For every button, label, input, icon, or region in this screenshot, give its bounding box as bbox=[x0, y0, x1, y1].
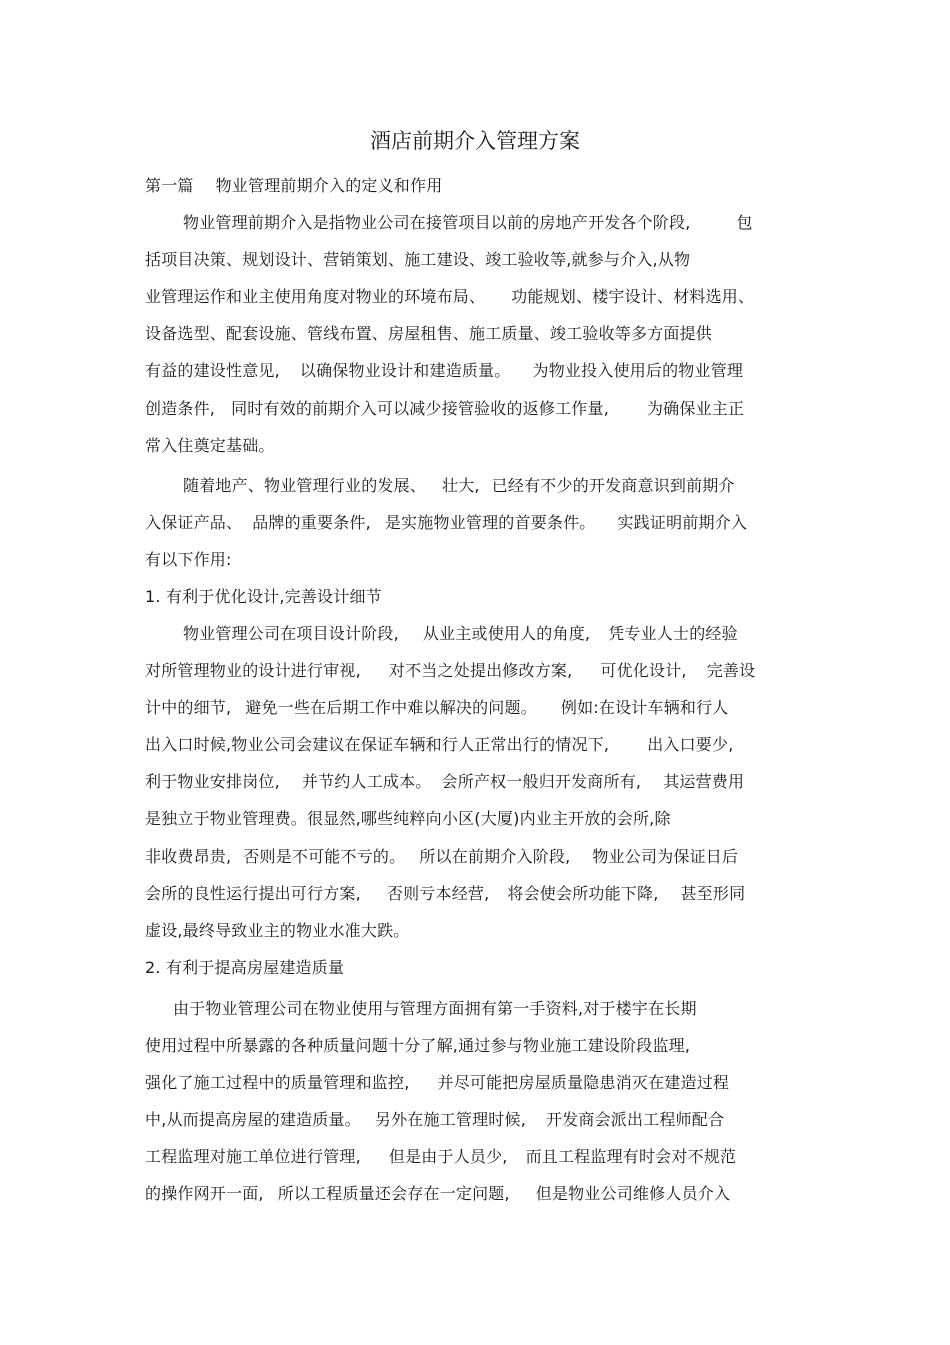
text-segment: 工程监理对施工单位进行管理, bbox=[145, 1147, 361, 1166]
text-segment: 甚至形同 bbox=[680, 884, 746, 903]
text-segment: 所以工程质量还会存在一定问题, bbox=[277, 1184, 510, 1203]
text-segment: 业管理运作和业主使用角度对物业的环境布局、 bbox=[145, 287, 486, 306]
text-segment: 否则亏本经营, bbox=[386, 884, 490, 903]
paragraph-line bbox=[145, 360, 743, 382]
paragraph-line bbox=[145, 286, 754, 308]
text-segment: 会所产权一般归开发商所有, bbox=[441, 772, 642, 791]
paragraph-line bbox=[183, 623, 738, 645]
paragraph-line bbox=[145, 846, 738, 868]
text-segment: 有以下作用: bbox=[145, 550, 232, 569]
text-segment: 的操作网开一面, bbox=[145, 1184, 264, 1203]
text-segment: 计中的细节, bbox=[145, 698, 232, 717]
text-segment: 以确保物业设计和建造质量。 bbox=[299, 361, 511, 380]
text-segment: 对不当之处提出修改方案, bbox=[388, 661, 573, 680]
text-segment: 创造条件, bbox=[145, 399, 216, 418]
paragraph-line bbox=[173, 998, 697, 1020]
paragraph-line bbox=[145, 1072, 729, 1094]
text-segment: 入保证产品、 bbox=[145, 513, 243, 532]
text-segment: 物业管理前期介入的定义和作用 bbox=[215, 176, 443, 195]
text-segment: 常入住奠定基础。 bbox=[145, 436, 275, 455]
text-segment: 功能规划、楼宇设计、材料选用、 bbox=[511, 287, 755, 306]
paragraph-line bbox=[145, 175, 442, 197]
text-segment: 括项目决策、规划设计、营销策划、施工建设、竣工验收等,就参与介入,从物 bbox=[145, 250, 691, 269]
text-segment: 第一篇 bbox=[145, 176, 194, 195]
text-segment: 已经有不少的开发商意识到前期介 bbox=[491, 476, 735, 495]
text-segment: 同时有效的前期介入可以减少接管验收的返修工作量, bbox=[231, 399, 609, 418]
text-segment: 出入口时候,物业公司会建议在保证车辆和行人正常出行的情况下, bbox=[145, 735, 610, 754]
text-segment: 避免一些在后期工作中难以解决的问题。 bbox=[245, 698, 537, 717]
text-segment: 为确保业主正 bbox=[646, 399, 745, 418]
text-segment: 而且工程监理有时会对不规范 bbox=[525, 1147, 737, 1166]
text-segment: 非收费昂贵, bbox=[145, 847, 232, 866]
text-segment: 是实施物业管理的首要条件。 bbox=[384, 513, 596, 532]
text-segment: 例如:在设计车辆和行人 bbox=[560, 698, 729, 717]
text-segment: 从业主或使用人的角度, bbox=[422, 624, 591, 643]
paragraph-line bbox=[145, 920, 410, 942]
paragraph-line bbox=[145, 660, 755, 682]
text-segment: 对所管理物业的设计进行审视, bbox=[145, 661, 361, 680]
paragraph-line bbox=[145, 957, 344, 979]
paragraph-line bbox=[145, 883, 745, 905]
text-segment: 但是由于人员少, bbox=[388, 1147, 508, 1166]
text-segment: 凭专业人士的经验 bbox=[608, 624, 738, 643]
text-segment: 实践证明前期介入 bbox=[617, 513, 748, 532]
text-segment: 完善设 bbox=[706, 661, 756, 680]
paragraph-line bbox=[183, 212, 753, 234]
text-segment: 为物业投入使用后的物业管理 bbox=[532, 361, 744, 380]
paragraph-line bbox=[145, 1035, 690, 1057]
paragraph-line bbox=[145, 549, 232, 571]
text-segment: 虚设,最终导致业主的物业水准大跌。 bbox=[145, 921, 410, 940]
text-segment: 随着地产、物业管理行业的发展、 bbox=[183, 476, 427, 495]
text-segment: 会所的良性运行提出可行方案, bbox=[145, 884, 361, 903]
paragraph-line bbox=[145, 734, 733, 756]
text-segment: 并节约人工成本。 bbox=[301, 772, 432, 791]
text-segment: 中,从而提高房屋的建造质量。 bbox=[145, 1110, 361, 1129]
paragraph-line bbox=[145, 249, 690, 271]
paragraph-line bbox=[145, 1183, 730, 1205]
paragraph-line bbox=[145, 1146, 736, 1168]
text-segment: 设备选型、配套设施、管线布置、房屋租售、施工质量、竣工验收等多方面提供 bbox=[145, 324, 713, 343]
text-segment: 强化了施工过程中的质量管理和监控, bbox=[145, 1073, 410, 1092]
text-segment: 利于物业安排岗位, bbox=[145, 772, 280, 791]
paragraph-line bbox=[145, 808, 671, 830]
paragraph-line bbox=[145, 771, 744, 793]
text-segment: 1. 有利于优化设计,完善设计细节 bbox=[145, 587, 382, 606]
text-segment: 物业管理前期介入是指物业公司在接管项目以前的房地产开发各个阶段, bbox=[183, 213, 691, 232]
paragraph-line bbox=[145, 512, 747, 534]
text-segment: 由于物业管理公司在物业使用与管理方面拥有第一手资料,对于楼宇在长期 bbox=[173, 999, 697, 1018]
paragraph-line bbox=[145, 697, 729, 719]
text-segment: 其运营费用 bbox=[663, 772, 745, 791]
text-segment: 品牌的重要条件, bbox=[252, 513, 371, 532]
paragraph-line bbox=[183, 475, 735, 497]
paragraph-line bbox=[145, 1109, 724, 1131]
text-segment: 出入口要少, bbox=[647, 735, 734, 754]
text-segment: 2. 有利于提高房屋建造质量 bbox=[145, 958, 345, 977]
text-segment: 使用过程中所暴露的各种质量问题十分了解,通过参与物业施工建设阶段监理, bbox=[145, 1036, 691, 1055]
text-segment: 物业管理公司在项目设计阶段, bbox=[183, 624, 399, 643]
text-segment: 物业公司为保证日后 bbox=[592, 847, 739, 866]
text-segment: 但是物业公司维修人员介入 bbox=[535, 1184, 731, 1203]
paragraph-line bbox=[145, 323, 712, 345]
paragraph-line bbox=[145, 398, 744, 420]
text-segment: 有益的建设性意见, bbox=[145, 361, 280, 380]
text-segment: 所以在前期介入阶段, bbox=[419, 847, 571, 866]
paragraph-line bbox=[145, 435, 275, 457]
text-segment: 可优化设计, bbox=[600, 661, 687, 680]
text-segment: 开发商会派出工程师配合 bbox=[545, 1110, 725, 1129]
text-segment: 是独立于物业管理费。很显然,哪些纯粹向小区(大厦)内业主开放的会所,除 bbox=[145, 809, 671, 828]
document-title: 酒店前期介入管理方案 bbox=[370, 129, 580, 153]
text-segment: 将会使会所功能下降, bbox=[507, 884, 659, 903]
text-segment: 壮大, bbox=[442, 476, 480, 495]
text-segment: 另外在施工管理时候, bbox=[374, 1110, 526, 1129]
text-segment: 并尽可能把房屋质量隐患消灭在建造过程 bbox=[437, 1073, 730, 1092]
paragraph-line bbox=[145, 586, 382, 608]
text-segment: 包 bbox=[736, 213, 753, 232]
text-segment: 否则是不可能不亏的。 bbox=[243, 847, 406, 866]
